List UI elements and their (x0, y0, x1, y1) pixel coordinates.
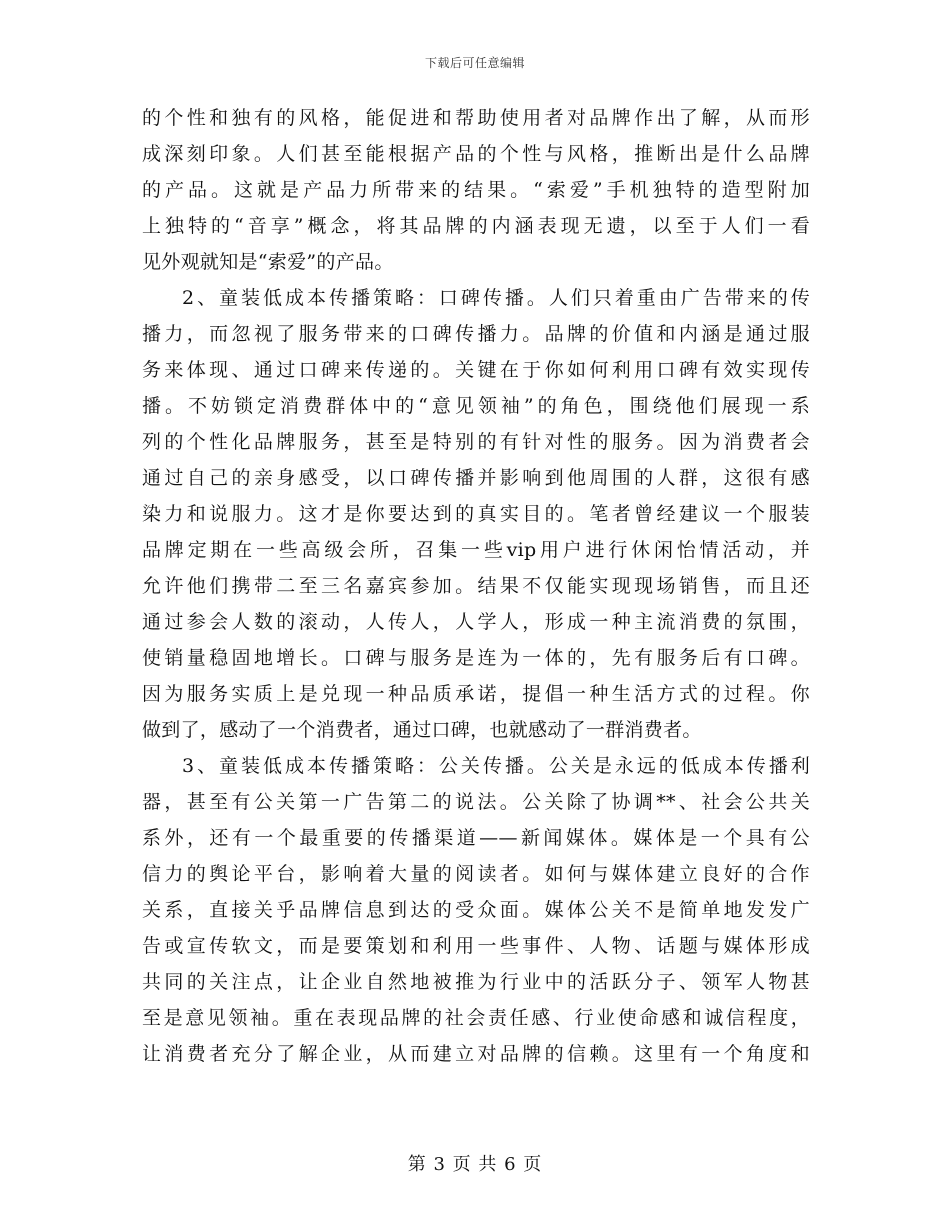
paragraph (142, 748, 810, 1072)
text-line: 染力和说服力。这才是你要达到的真实目的。笔者曾经建议一个服装 (142, 503, 810, 525)
paragraph (142, 280, 810, 748)
text-line: 播。不妨锁定消费群体中的“意见领袖”的角色，围绕他们展现一系 (142, 395, 810, 417)
text-line: 至是意见领袖。重在表现品牌的社会责任感、行业使命感和诚信程度， (142, 1007, 810, 1029)
text-line: 关系，直接关乎品牌信息到达的受众面。媒体公关不是简单地发发广 (142, 899, 810, 921)
text-line: 播力，而忽视了服务带来的口碑传播力。品牌的价值和内涵是通过服 (142, 323, 810, 345)
text-line: 器，甚至有公关第一广告第二的说法。公关除了协调**、社会公共关 (142, 791, 810, 813)
text-line: 务来体现、通过口碑来传递的。关键在于你如何利用口碑有效实现传 (142, 359, 810, 381)
document-body (142, 100, 810, 1072)
text-line: 列的个性化品牌服务，甚至是特别的有针对性的服务。因为消费者会 (142, 431, 810, 453)
paragraph (142, 100, 810, 280)
text-line: 让消费者充分了解企业，从而建立对品牌的信赖。这里有一个角度和 (142, 1043, 810, 1065)
text-line: 系外，还有一个最重要的传播渠道——新闻媒体。媒体是一个具有公 (142, 827, 810, 849)
text-line: 因为服务实质上是兑现一种品质承诺，提倡一种生活方式的过程。你 (142, 683, 810, 705)
text-line: 共同的关注点，让企业自然地被推为行业中的活跃分子、领军人物甚 (142, 971, 810, 993)
page-header: 下载后可任意编辑 (424, 56, 525, 70)
text-line: 的产品。这就是产品力所带来的结果。“索爱”手机独特的造型附加 (142, 179, 810, 201)
text-line: 成深刻印象。人们甚至能根据产品的个性与风格，推断出是什么品牌 (142, 143, 810, 165)
text-line: 告或宣传软文，而是要策划和利用一些事件、人物、话题与媒体形成 (142, 935, 810, 957)
page-number: 第 3 页 共 6 页 (407, 1154, 543, 1175)
text-line: 品牌定期在一些高级会所，召集一些vip用户进行休闲怡情活动，并 (142, 539, 810, 561)
text-line: 通过自己的亲身感受，以口碑传播并影响到他周围的人群，这很有感 (142, 467, 810, 489)
text-line: 信力的舆论平台，影响着大量的阅读者。如何与媒体建立良好的合作 (142, 863, 810, 885)
text-line: 上独特的“音享”概念，将其品牌的内涵表现无遗，以至于人们一看 (142, 215, 810, 237)
text-line: 见外观就知是“索爱”的产品。 (142, 251, 394, 273)
text-line: 使销量稳固地增长。口碑与服务是连为一体的，先有服务后有口碑。 (142, 647, 810, 669)
text-line: 的个性和独有的风格，能促进和帮助使用者对品牌作出了解，从而形 (142, 107, 810, 129)
text-line: 通过参会人数的滚动，人传人，人学人，形成一种主流消费的氛围， (142, 611, 810, 633)
text-line: 允许他们携带二至三名嘉宾参加。结果不仅能实现现场销售，而且还 (142, 575, 810, 597)
text-line: 做到了，感动了一个消费者，通过口碑，也就感动了一群消费者。 (142, 719, 702, 741)
text-line: 2、童装低成本传播策略：口碑传播。人们只着重由广告带来的传 (182, 287, 810, 309)
text-line: 3、童装低成本传播策略：公关传播。公关是永远的低成本传播利 (182, 755, 810, 777)
